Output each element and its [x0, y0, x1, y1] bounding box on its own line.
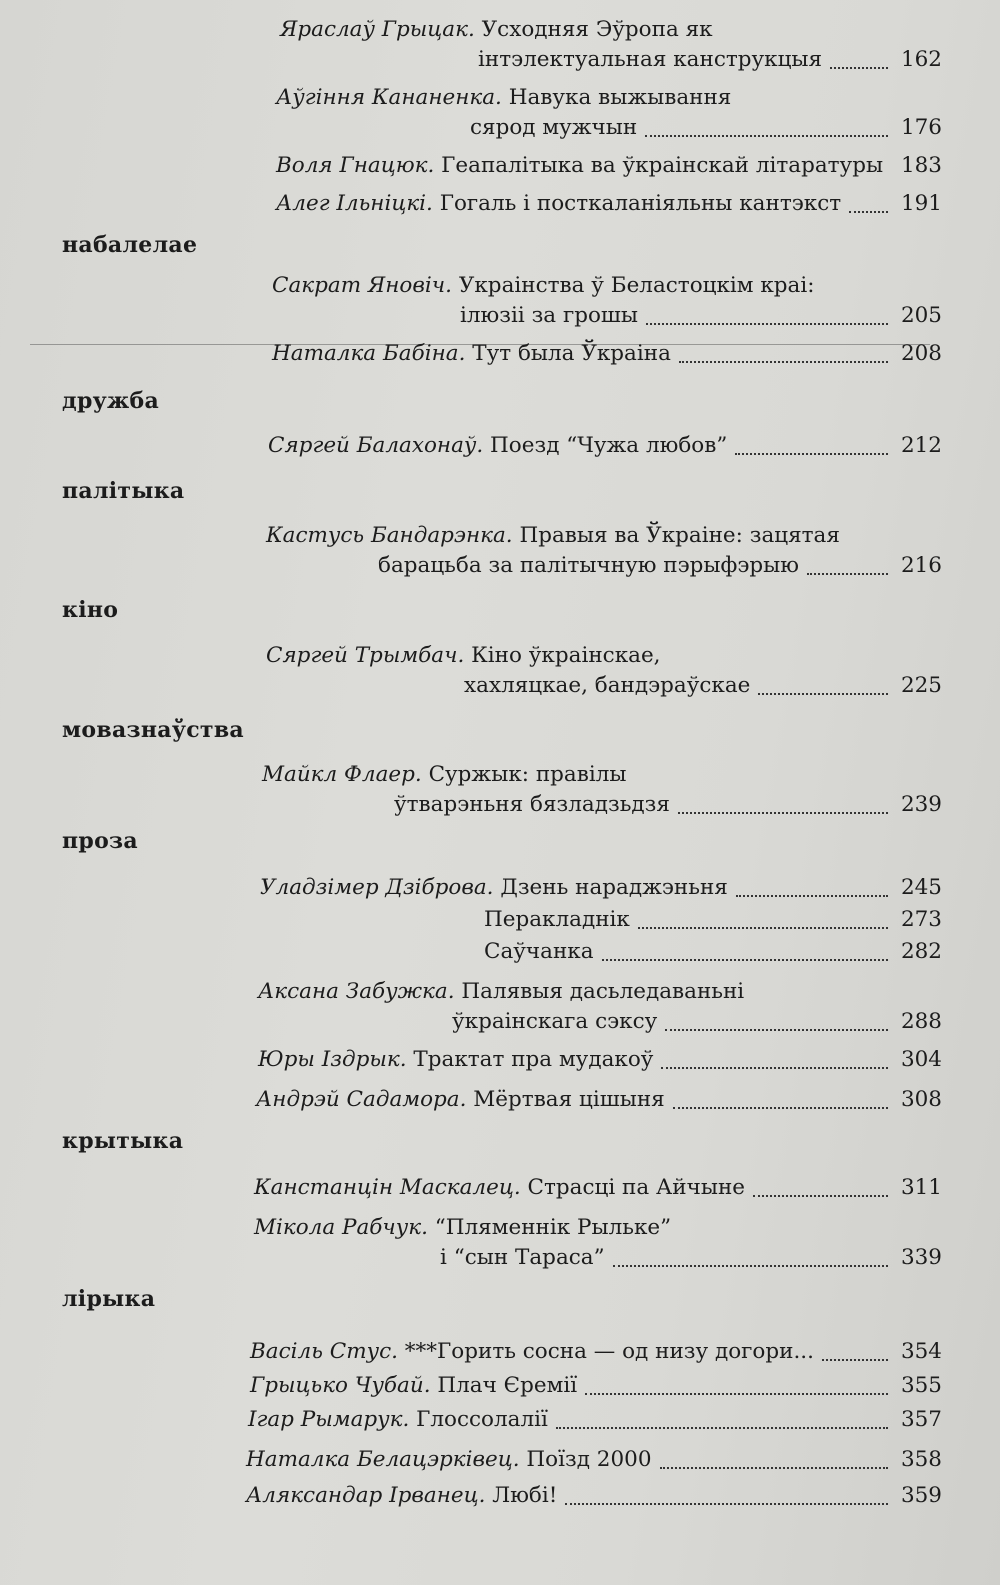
author-separator: . [426, 191, 440, 216]
entry-title-continued: сярод мужчын [470, 115, 638, 140]
entry-title: ***Горить сосна — од низу догори... [404, 1339, 814, 1364]
page-number: 358 [900, 1447, 942, 1472]
entry-title-continued: інтэлектуальная канструкцыя [478, 47, 823, 72]
section-heading: палітыка [62, 478, 185, 504]
page-number: 304 [900, 1047, 942, 1072]
entry-author: Наталка Белацэрківец [246, 1447, 513, 1472]
entry-author: Сяргей Балахонаў [268, 433, 477, 458]
entry-title-continued: хахляцкае, бандэраўскае [464, 673, 751, 698]
author-separator: . [399, 1047, 414, 1072]
entry-title: Поезд “Чужа любов” [490, 433, 728, 458]
section-heading: мовазнаўства [62, 717, 244, 743]
section-heading: набалелае [62, 232, 198, 258]
author-separator: . [478, 1483, 493, 1508]
dot-leader [665, 1029, 888, 1031]
dot-leader [735, 453, 888, 455]
entry-title: Кіно ўкраінскае, [471, 643, 661, 668]
entry-title: “Пляменнік Рыльке” [434, 1215, 672, 1240]
entry-author: Сакрат Яновіч [272, 273, 446, 298]
page-number: 355 [900, 1373, 942, 1398]
dot-leader [807, 573, 888, 575]
author-separator: . [458, 341, 473, 366]
dot-leader [758, 693, 888, 695]
toc-entry [258, 1046, 942, 1076]
dot-leader [679, 361, 888, 363]
entry-author: Андрэй Садамора [256, 1087, 460, 1112]
entry-author: Яраслаў Грыцак [280, 17, 468, 42]
entry-title: Любі! [492, 1483, 558, 1508]
author-separator: . [391, 1339, 405, 1364]
page-number: 311 [900, 1175, 942, 1200]
entry-title: Плач Єремії [437, 1373, 578, 1398]
entry-author: Кастусь Бандарэнка [266, 523, 506, 548]
page-number: 288 [900, 1009, 942, 1034]
entry-author: Майкл Флаер [262, 762, 415, 787]
entry-author: Уладзімер Дзіброва [260, 875, 487, 900]
toc-entry [262, 761, 942, 821]
author-separator: . [495, 85, 509, 110]
entry-title: Мёртвая цішыня [473, 1087, 665, 1112]
page-number: 359 [900, 1483, 942, 1508]
dot-leader [736, 895, 888, 897]
entry-title-continued: ўтварэньня бязладзьдзя [394, 792, 670, 817]
dot-leader [645, 135, 888, 137]
author-separator: . [423, 1373, 438, 1398]
entry-author: Аўгіння Кананенка [276, 85, 496, 110]
author-separator: . [512, 1447, 527, 1472]
author-separator: . [505, 523, 520, 548]
author-separator: . [414, 762, 429, 787]
entry-title-continued: ўкраінскага сэксу [452, 1009, 658, 1034]
toc-entry [268, 432, 942, 462]
dot-leader [661, 1067, 888, 1069]
page-number: 357 [900, 1407, 942, 1432]
author-separator: . [402, 1407, 417, 1432]
toc-entry [276, 84, 942, 144]
author-separator: . [447, 979, 462, 1004]
dot-leader [602, 959, 888, 961]
dot-leader [830, 67, 888, 69]
toc-entry [254, 1174, 942, 1204]
toc-entry [276, 152, 942, 182]
page-number: 273 [900, 907, 942, 932]
author-separator: . [459, 1087, 474, 1112]
page-number: 282 [900, 939, 942, 964]
entry-title: Страсці па Айчыне [527, 1175, 746, 1200]
entry-title-continued: і “сын Тараса” [440, 1245, 605, 1270]
entry-author: Аляксандар Ірванец [246, 1483, 479, 1508]
dot-leader [753, 1195, 888, 1197]
entry-author: Юры Іздрык [258, 1047, 400, 1072]
dot-leader [660, 1467, 888, 1469]
page-number: 212 [900, 433, 942, 458]
page-number: 245 [900, 875, 942, 900]
entry-title: Геапалітыка ва ўкраінскай літаратуры [441, 153, 884, 178]
entry-title: Перакладнік [484, 907, 630, 932]
author-separator: . [513, 1175, 528, 1200]
toc-entry [276, 190, 942, 220]
page-number: 308 [900, 1087, 942, 1112]
entry-author: Аксана Забужка [258, 979, 448, 1004]
toc-entry [258, 978, 942, 1038]
page-number: 208 [900, 341, 942, 366]
dot-leader [822, 1359, 888, 1361]
page-number: 216 [900, 553, 942, 578]
toc-entry [484, 938, 942, 968]
author-separator: . [427, 153, 442, 178]
entry-title: Суржык: правілы [428, 762, 627, 787]
entry-title: Навука выжывання [508, 85, 732, 110]
toc-entry [254, 1214, 942, 1274]
page-number: 354 [900, 1339, 942, 1364]
entry-title: Дзень нараджэньня [500, 875, 728, 900]
page-number: 183 [900, 153, 942, 178]
toc-entry [246, 1446, 942, 1476]
entry-title: Правыя ва Ўкраіне: зацятая [519, 523, 840, 548]
page-number: 225 [900, 673, 942, 698]
entry-title: Тут была Ўкраіна [472, 341, 671, 366]
entry-title: Поїзд 2000 [526, 1447, 652, 1472]
entry-author: Сяргей Трымбач [266, 643, 458, 668]
page-number: 162 [900, 47, 942, 72]
toc-entry [260, 874, 942, 904]
dot-leader [613, 1265, 888, 1267]
entry-author: Канстанцін Маскалец [254, 1175, 514, 1200]
page-number: 191 [900, 191, 942, 216]
page-number: 339 [900, 1245, 942, 1270]
entry-author: Грыцько Чубай [250, 1373, 424, 1398]
toc-entry [256, 1086, 942, 1116]
section-heading: крытыка [62, 1128, 184, 1154]
toc-entry [266, 642, 942, 702]
toc-entry [250, 1338, 942, 1368]
entry-title: Глоссолалії [416, 1407, 548, 1432]
entry-title-continued: барацьба за палітычную пэрыфэрыю [378, 553, 799, 578]
author-separator: . [486, 875, 501, 900]
page-number: 205 [900, 303, 942, 328]
entry-title: Палявыя дасьледаваньні [461, 979, 745, 1004]
entry-title: Саўчанка [484, 939, 594, 964]
entry-title-continued: ілюзіі за грошы [460, 303, 639, 328]
toc-entry [248, 1406, 942, 1436]
dot-leader [565, 1503, 888, 1505]
author-separator: . [467, 17, 482, 42]
section-heading: лірыка [62, 1286, 156, 1312]
dot-leader [556, 1427, 888, 1429]
dot-leader [638, 927, 888, 929]
section-heading: проза [62, 828, 138, 854]
entry-author: Воля Гнацюк [276, 153, 428, 178]
entry-author: Наталка Бабіна [272, 341, 459, 366]
entry-title: Усходняя Эўропа як [481, 17, 713, 42]
section-heading: кіно [62, 597, 119, 623]
entry-author: Мікола Рабчук [254, 1215, 422, 1240]
toc-entry [250, 1372, 942, 1402]
section-heading: дружба [62, 388, 160, 414]
toc-entry [266, 522, 942, 582]
toc-entry [272, 340, 942, 370]
toc-entry [272, 272, 942, 332]
entry-title: Гогаль і посткаланіяльны кантэкст [439, 191, 842, 216]
dot-leader [678, 812, 888, 814]
toc-entry [246, 1482, 942, 1512]
author-separator: . [476, 433, 491, 458]
dot-leader [673, 1107, 888, 1109]
entry-author: Васіль Стус [250, 1339, 392, 1364]
entry-title: Трактат пра мудакоў [413, 1047, 654, 1072]
toc-entry [280, 16, 942, 76]
entry-author: Алег Ільніцкі [276, 191, 427, 216]
page-number: 176 [900, 115, 942, 140]
entry-title: Украінства ў Беластоцкім краі: [458, 273, 815, 298]
author-separator: . [421, 1215, 435, 1240]
entry-author: Ігар Рымарук [248, 1407, 403, 1432]
page-number: 239 [900, 792, 942, 817]
dot-leader [646, 323, 888, 325]
toc-entry [484, 906, 942, 936]
dot-leader [585, 1393, 888, 1395]
dot-leader [849, 211, 888, 213]
author-separator: . [445, 273, 459, 298]
author-separator: . [457, 643, 472, 668]
